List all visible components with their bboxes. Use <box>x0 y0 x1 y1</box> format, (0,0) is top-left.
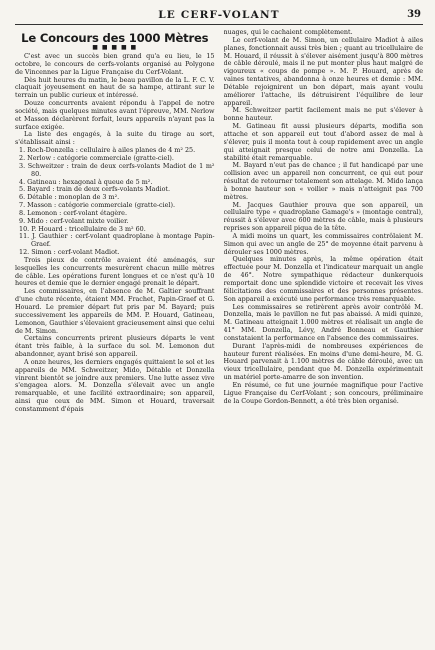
list-item: 1. Roch-Donzella : cellulaire à ailes planes de 4 m² 25. <box>19 146 196 155</box>
paragraph: Durant l'après-midi de nombreuses expériences de hauteur furent réalisées. En moins d'une demi-heure, M. G. Houard parvenait à 1.100 mètres de câble déroulé, avec un vieux tricellulaire, pendant que M. Donzella expérimentait un matériel porte-amarre de son invention. <box>223 341 423 382</box>
paragraph: M. Schweitzer partit facilement mais ne put s'élever à bonne hauteur. <box>223 106 423 123</box>
text-columns <box>15 29 423 644</box>
title-ornament: ■ ■ ■ ■ ■ <box>92 44 138 51</box>
left-column <box>15 29 215 644</box>
paragraph: C'est avec un succès bien grand qu'a eu lieu, le 15 octobre, le concours de cerfs-volants organisé au Polygone de Vincennes par la Ligue Française du Cerf-Volant. <box>15 52 215 76</box>
list-item: 6. Détable : monoplan de 3 m². <box>19 193 120 202</box>
paragraph: La liste des engagés, à la suite du tirage au sort, s'établissait ainsi : <box>15 130 215 147</box>
paragraph: Les commissaires se retirèrent après avoir contrôlé M. Donzella, mais le pavillon ne fut pas abaissé. A midi quinze, M. Gatineau atteignait 1.000 mètres et réalisait un angle de 41° MM. Donzella, Lévy, André Bonneau et Gauthier constataient la performance en l'absence des commissaires. <box>223 302 423 342</box>
paragraph: A onze heures, les derniers engagés quittaient le sol et les appareils de MM. Schweitzer, Mido, Détable et Donzella vinrent bientôt se joindre aux premiers. Une lutte assez vive s'engagea alors. M. Donzella s'élevait avec un angle remarquable, et une facilité extraordinaire; son appareil, ainsi que ceux de MM. Simon et Houard, traversait constamment d'épais <box>15 357 215 413</box>
paragraph: Quelques minutes après, la même opération était effectuée pour M. Donzella et l'indicateur marquait un angle de 46°. Notre sympathique rédacteur dunkerquois remportait donc une splendide victoire et recevait les vives félicitations des commissaires et des personnes présentes. Son appareil a exécuté une performance très remarquable. <box>223 255 423 303</box>
list-item: 2. Nerlow : catégorie commerciale (gratte-ciel). <box>19 153 174 162</box>
entrants-list <box>15 147 215 257</box>
paragraph: Douze concurrents avaient répondu à l'appel de notre société, mais quelques minutes avant l'épreuve, MM. Nerlow et Masson déclarèrent forfait, leurs appareils n'ayant pas la surface exigée. <box>15 99 215 131</box>
paragraph: nuages, qui le cachaient complètement. <box>223 29 353 36</box>
paragraph: M. Gatineau fit aussi plusieurs départs, modifia son attache et son appareil eut tout d'abord assez de mal à s'élever, puis il monta tout à coup rapidement avec un angle qui atteignait presque celui de notre ami Donzella. La stabilité était remarquable. <box>223 122 423 162</box>
article-title: Le Concours des 1000 Mètres <box>21 31 209 45</box>
page-number: 39 <box>407 9 421 20</box>
paragraph: A midi moins un quart, les commissaires contrôlaient M. Simon qui avec un angle de 25° de moyenne était parvenu à dérouler ses 1000 mètres. <box>223 231 423 256</box>
paragraph: M. Jacques Gauthier prouva que son appareil, un cellulaire type « quadroplane Gamage's » (montage central), réussit à s'élever avec 600 mètres de câble, mais à plusieurs reprises son appareil piqua de la tête. <box>223 200 423 233</box>
right-column <box>224 29 424 644</box>
paragraph: M. Bayard n'eut pas de chance ; il fut handicapé par une collision avec un appareil non concurrent, ce qui eut pour résultat de retourner totalement son attelage. M. Mido lança à bonne hauteur son « voilier » mais n'atteignit pas 700 mètres. <box>223 161 423 201</box>
paragraph: Trois pieux de contrôle avaient été aménagés, sur lesquelles les concurrents mesurèrent chacun mille mètres de câble. Les opérations furent longues et ce n'est qu'à 10 heures et demie que le dernier engagé prenait le départ. <box>15 255 215 288</box>
running-header <box>15 8 423 25</box>
paragraph: Le cerf-volant de M. Simon, un cellulaire Madiot à ailes planes, fonctionnait aussi très bien ; quant au tricellulaire de M. Houard, il réussit à s'élever aisément jusqu'à 800 mètres de câble déroulé, mais il ne put monter plus haut malgré de vigoureux « coups de pompe ». M. P. Houard, après de vaines tentatives, abandonna à onze heures et demie : MM. Détable rejoignirent un bon départ, mais ayant voulu améliorer l'attache, ils détruisirent l'équilibre de leur appareil. <box>223 35 423 107</box>
paragraph: Les commissaires, en l'absence de M. Galtier souffrant d'une chute récente, étaient MM. Frachet, Papin-Graef et G. Houard. Le premier départ fut pris par M. Bayard; puis successivement les appareils de MM. P. Houard, Gatineau, Lemonon, Gauthier s'élevaient gracieusement ainsi que celui de M. Simon. <box>15 287 215 335</box>
journal-title: LE CERF-VOLANT <box>158 9 280 21</box>
list-item: 12. Simon : cerf-volant Madiot. <box>19 248 120 257</box>
paragraph: Dès huit heures du matin, le beau pavillon de la L. F. C. V. claquait joyeusement en haut de sa hampe, attirant sur le terrain un public curieux et intéressé. <box>15 75 215 100</box>
list-item: 7. Masson : catégorie commerciale (gratte-ciel). <box>19 201 175 210</box>
paragraph: Certains concurrents prirent plusieurs départs le vent étant très faible, à la surface du sol. M. Lemonon dut abandonner, ayant brisé son appareil. <box>15 334 215 359</box>
list-item: 11. J. Gauthier : cerf-volant quadroplane à montage Papin-Graef. <box>19 232 215 249</box>
paragraph: En résumé, ce fut une journée magnifique pour l'active Ligue Française du Cerf-Volant ; son concours, préliminaire de la Coupe Gordon-Bennett, a été très bien organisé. <box>223 380 423 405</box>
list-item: 9. Mido : cerf-volant mixte voilier. <box>19 216 129 225</box>
list-item: 10. P. Houard : tricellulaire de 3 m² 60. <box>19 224 146 233</box>
list-item: 3. Schweitzer : train de deux cerfs-volants Madiot de 1 m² 80. <box>19 161 215 178</box>
list-item: 8. Lemonon : cerf-volant étagère. <box>19 208 127 217</box>
list-item: 5. Bayard : train de deux cerfs-volants Madiot. <box>19 185 171 194</box>
list-item: 4. Gatineau : hexagonal à queue de 5 m². <box>19 177 153 186</box>
